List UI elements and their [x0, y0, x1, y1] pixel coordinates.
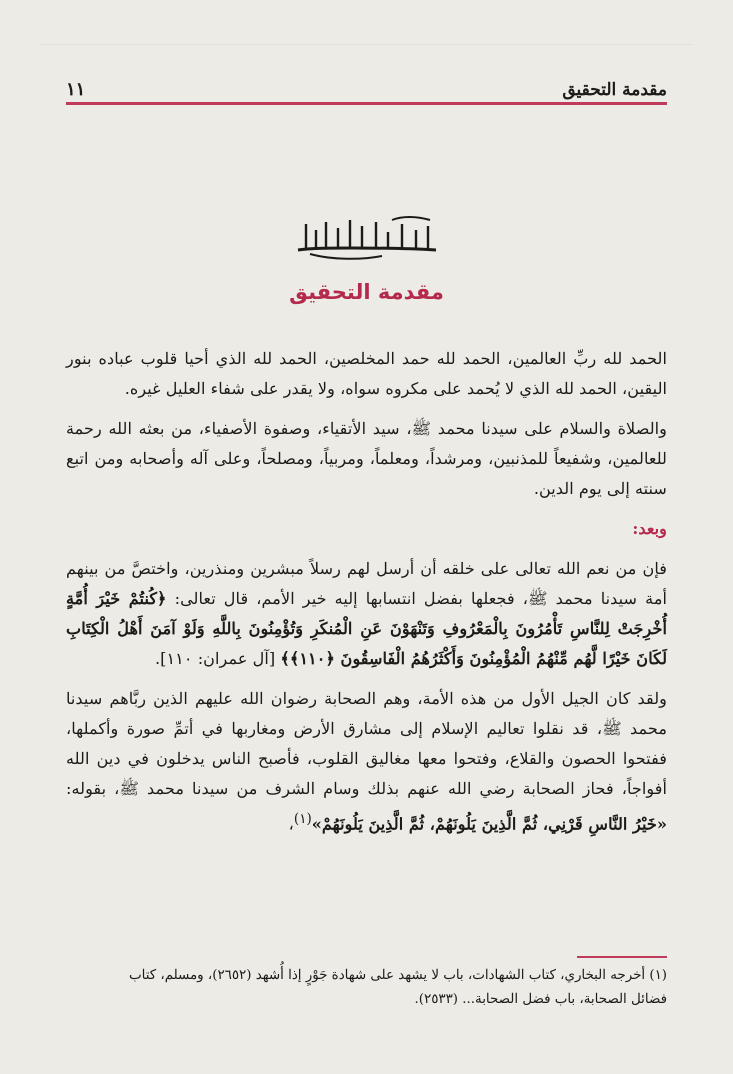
basmala-calligraphy	[0, 212, 733, 266]
footnote	[66, 964, 667, 1012]
show-through-line	[40, 44, 693, 59]
paragraph-praise: الحمد لله ربِّ العالمين، الحمد لله حمد المخلصين، الحمد لله الذي أحيا قلوب عباده بنور اليقين، الحمد لله الذي لا يُحمد على مكروه سواه، ولا يقدر على شفاء العليل غيره.	[66, 349, 667, 398]
paragraph-companions-text: ولقد كان الجيل الأول من هذه الأمة، وهم الصحابة رضوان الله عليهم الذين ربَّاهم سيدنا محمد ﷺ، قد نقلوا تعاليم الإسلام إلى مشارق الأرض ومغاربها في أتمِّ صورة وأكملها، ففتحوا الحصون والقلاع، وفتحوا معها مغاليق القلوب، فأصبح الناس يدخلون في دين الله أفواجاً، فحاز الصحابة رضي الله عنهم بذلك وسام الشرف من سيدنا محمد ﷺ، بقوله:	[66, 689, 667, 798]
footnote-marker: (١)	[293, 811, 312, 827]
section-title: مقدمة التحقيق	[289, 280, 444, 304]
wabad-heading: وبعد:	[632, 519, 667, 538]
main-text	[66, 344, 667, 849]
footnote-line-2: فضائل الصحابة، باب فضل الصحابة... (٢٥٣٣).	[414, 992, 667, 1007]
page-number: ١١	[66, 79, 86, 100]
paragraph-companions	[66, 684, 667, 839]
paragraph-blessings	[66, 554, 667, 674]
footnote-separator	[577, 956, 667, 958]
running-header	[66, 70, 667, 100]
running-header-title: مقدمة التحقيق	[562, 80, 667, 100]
paragraph-blessings-intro: فإن من نعم الله تعالى على خلقه أن أرسل لهم رسلاً مبشرين ومنذرين، واختصَّ من بينهم أمة سيدنا محمد ﷺ، فجعلها بفضل انتسابها إليه خير الأمم، قال تعالى:	[66, 559, 667, 608]
paragraph-companions-end: ،	[288, 814, 294, 834]
footnote-line-1: (١) أخرجه البخاري، كتاب الشهادات، باب لا يشهد على شهادة جَوْرٍ إذا أُشهد (٢٦٥٢)، ومسلم، كتاب	[129, 968, 667, 983]
basmala-icon	[292, 212, 442, 262]
verse-reference: [آل عمران: ١١٠].	[154, 649, 276, 668]
paragraph-salutation: والصلاة والسلام على سيدنا محمد ﷺ، سيد الأتقياء، وصفوة الأصفياء، من بعثه الله رحمة للعالمين، وشفيعاً للمذنبين، ومرشداً، ومعلماً، ومربياً، ومصلحاً، وعلى آله وأصحابه ومن اتبع سنته إلى يوم الدين.	[66, 419, 667, 498]
quran-verse: ﴿كُنتُمْ خَيْرَ أُمَّةٍ أُخْرِجَتْ لِلنَّاسِ تَأْمُرُونَ بِالْمَعْرُوفِ وَتَنْهَوْنَ عَنِ الْمُنكَرِ وَتُؤْمِنُونَ بِاللَّهِ وَلَوْ آمَنَ أَهْلُ الْكِتَابِ لَكَانَ خَيْرًا لَّهُم مِّنْهُمُ الْمُؤْمِنُونَ وَأَكْثَرُهُمُ الْفَاسِقُونَ ﴿١١٠﴾﴾	[66, 589, 667, 668]
hadith-quote: «خَيْرُ النَّاسِ قَرْنِي، ثُمَّ الَّذِينَ يَلُونَهُمْ، ثُمَّ الَّذِينَ يَلُونَهُمْ»	[311, 814, 667, 834]
header-rule	[66, 102, 667, 105]
